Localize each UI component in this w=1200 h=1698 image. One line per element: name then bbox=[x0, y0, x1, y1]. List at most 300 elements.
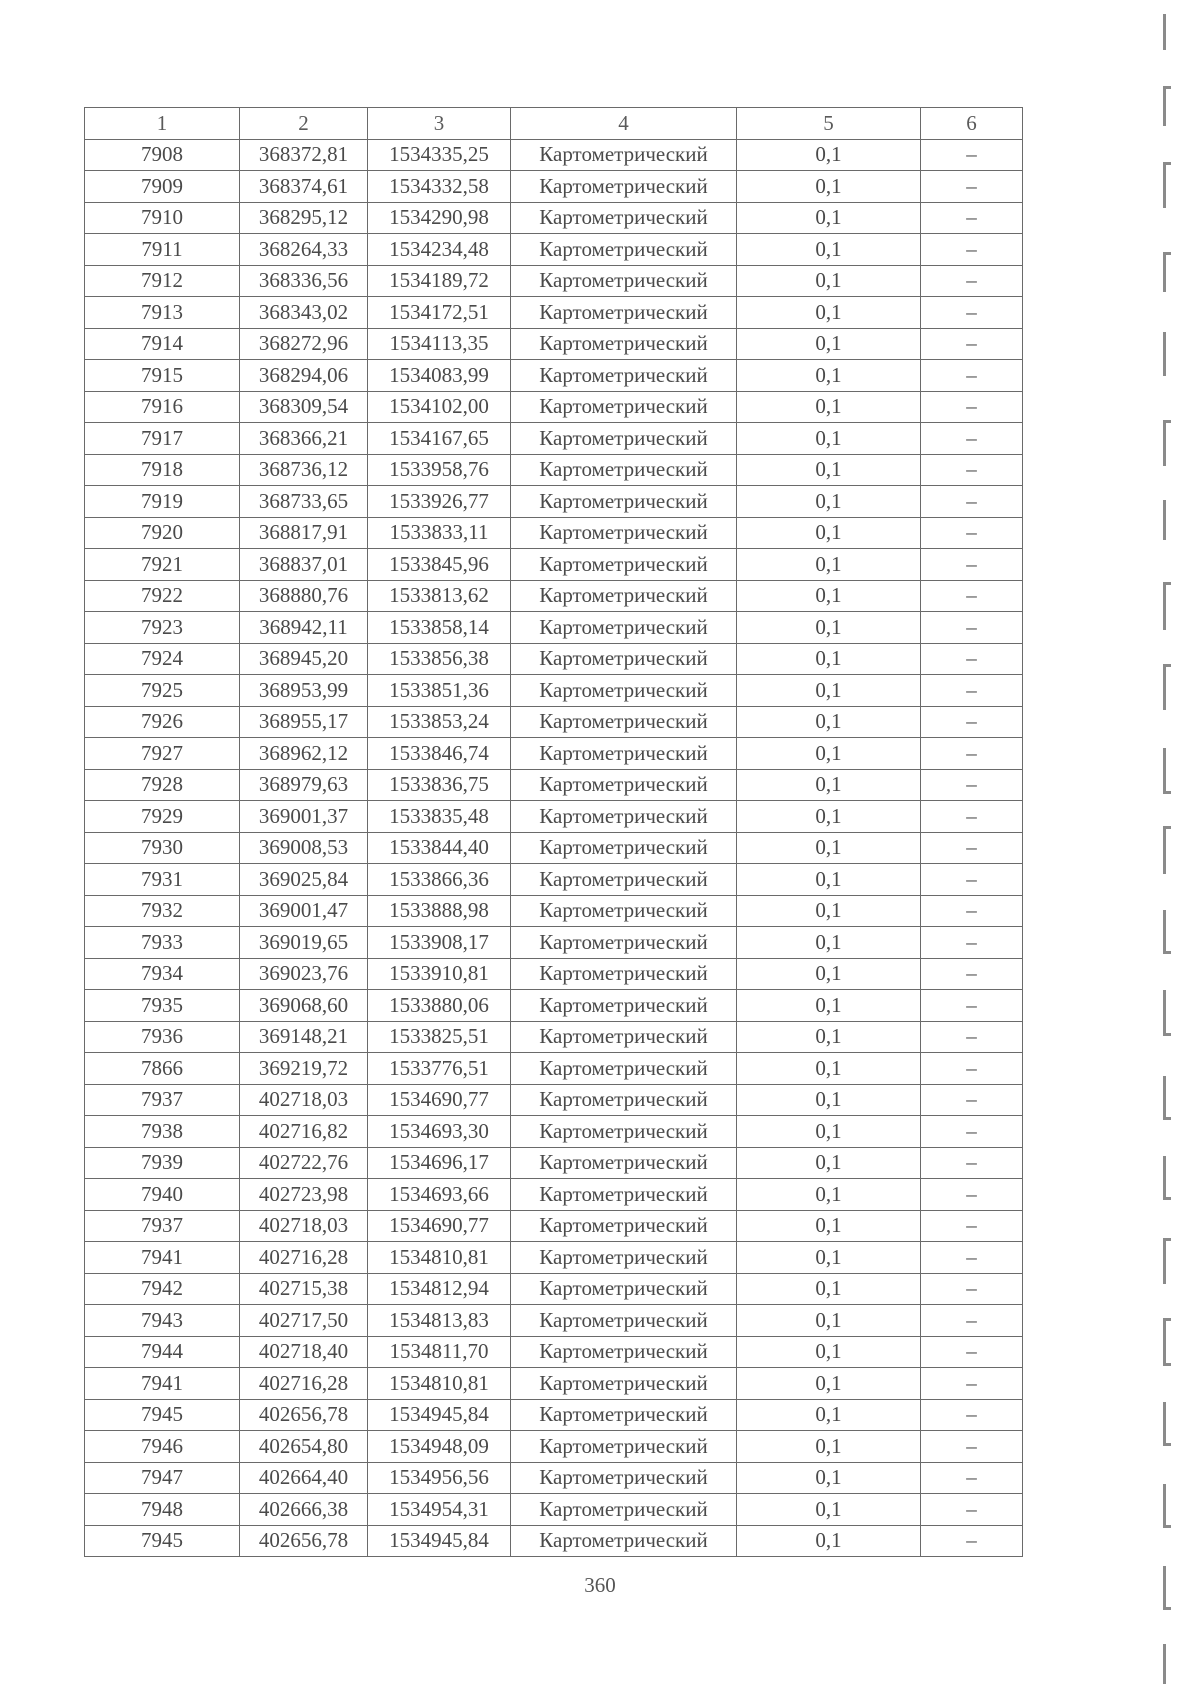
table-cell-col-2: 402716,28 bbox=[240, 1242, 368, 1274]
table-row bbox=[85, 1147, 1023, 1179]
table-cell-col-3: 1534956,56 bbox=[368, 1462, 511, 1494]
table-cell-col-4: Картометрический bbox=[511, 895, 737, 927]
scan-edge-mark bbox=[1163, 162, 1166, 208]
table-cell-col-4: Картометрический bbox=[511, 549, 737, 581]
table-cell-col-3: 1534693,66 bbox=[368, 1179, 511, 1211]
table-cell-col-5: 0,1 bbox=[737, 202, 921, 234]
table-cell-col-5: 0,1 bbox=[737, 706, 921, 738]
table-cell-col-1: 7908 bbox=[85, 139, 240, 171]
table-cell-col-4: Картометрический bbox=[511, 517, 737, 549]
scan-edge-mark bbox=[1163, 1318, 1166, 1366]
table-cell-col-2: 402718,03 bbox=[240, 1210, 368, 1242]
table-cell-col-6: – bbox=[921, 801, 1023, 833]
table-cell-col-1: 7936 bbox=[85, 1021, 240, 1053]
table-cell-col-3: 1534954,31 bbox=[368, 1494, 511, 1526]
table-cell-col-6: – bbox=[921, 1179, 1023, 1211]
table-cell-col-1: 7943 bbox=[85, 1305, 240, 1337]
table-cell-col-1: 7929 bbox=[85, 801, 240, 833]
table-row bbox=[85, 1462, 1023, 1494]
table-cell-col-3: 1534811,70 bbox=[368, 1336, 511, 1368]
table-cell-col-4: Картометрический bbox=[511, 864, 737, 896]
table-cell-col-6: – bbox=[921, 580, 1023, 612]
table-cell-col-3: 1534189,72 bbox=[368, 265, 511, 297]
table-cell-col-3: 1533858,14 bbox=[368, 612, 511, 644]
table-row bbox=[85, 297, 1023, 329]
table-cell-col-4: Картометрический bbox=[511, 801, 737, 833]
table-cell-col-2: 368955,17 bbox=[240, 706, 368, 738]
table-cell-col-6: – bbox=[921, 517, 1023, 549]
table-row bbox=[85, 1053, 1023, 1085]
table-cell-col-4: Картометрический bbox=[511, 1084, 737, 1116]
table-cell-col-1: 7939 bbox=[85, 1147, 240, 1179]
table-cell-col-3: 1533833,11 bbox=[368, 517, 511, 549]
table-cell-col-2: 402717,50 bbox=[240, 1305, 368, 1337]
table-cell-col-1: 7934 bbox=[85, 958, 240, 990]
table-cell-col-3: 1533888,98 bbox=[368, 895, 511, 927]
table-cell-col-5: 0,1 bbox=[737, 265, 921, 297]
table-cell-col-6: – bbox=[921, 454, 1023, 486]
table-row bbox=[85, 1021, 1023, 1053]
table-row bbox=[85, 612, 1023, 644]
table-cell-col-6: – bbox=[921, 832, 1023, 864]
table-row bbox=[85, 391, 1023, 423]
table-cell-col-6: – bbox=[921, 927, 1023, 959]
table-cell-col-1: 7941 bbox=[85, 1368, 240, 1400]
table-cell-col-2: 402716,28 bbox=[240, 1368, 368, 1400]
table-cell-col-6: – bbox=[921, 265, 1023, 297]
table-cell-col-2: 368733,65 bbox=[240, 486, 368, 518]
header-cell-5: 5 bbox=[737, 108, 921, 140]
scan-edge-mark bbox=[1163, 748, 1166, 794]
table-cell-col-4: Картометрический bbox=[511, 486, 737, 518]
table-cell-col-6: – bbox=[921, 1084, 1023, 1116]
table-row bbox=[85, 1336, 1023, 1368]
table-cell-col-1: 7911 bbox=[85, 234, 240, 266]
table-cell-col-3: 1534290,98 bbox=[368, 202, 511, 234]
table-cell-col-1: 7946 bbox=[85, 1431, 240, 1463]
header-cell-3: 3 bbox=[368, 108, 511, 140]
table-cell-col-1: 7917 bbox=[85, 423, 240, 455]
table-cell-col-5: 0,1 bbox=[737, 832, 921, 864]
table-cell-col-5: 0,1 bbox=[737, 1242, 921, 1274]
table-cell-col-6: – bbox=[921, 643, 1023, 675]
table-row bbox=[85, 1368, 1023, 1400]
table-cell-col-3: 1534172,51 bbox=[368, 297, 511, 329]
scan-edge-mark bbox=[1163, 14, 1166, 50]
table-cell-col-6: – bbox=[921, 1116, 1023, 1148]
table-cell-col-5: 0,1 bbox=[737, 580, 921, 612]
table-cell-col-5: 0,1 bbox=[737, 1305, 921, 1337]
table-cell-col-6: – bbox=[921, 297, 1023, 329]
table-cell-col-1: 7940 bbox=[85, 1179, 240, 1211]
table-cell-col-2: 368945,20 bbox=[240, 643, 368, 675]
table-cell-col-5: 0,1 bbox=[737, 423, 921, 455]
table-cell-col-4: Картометрический bbox=[511, 171, 737, 203]
table-cell-col-2: 368837,01 bbox=[240, 549, 368, 581]
table-cell-col-3: 1534113,35 bbox=[368, 328, 511, 360]
table-cell-col-3: 1534690,77 bbox=[368, 1210, 511, 1242]
scan-edge-mark bbox=[1163, 332, 1166, 376]
table-cell-col-4: Картометрический bbox=[511, 643, 737, 675]
table-cell-col-2: 402718,40 bbox=[240, 1336, 368, 1368]
table-cell-col-3: 1533880,06 bbox=[368, 990, 511, 1022]
header-cell-2: 2 bbox=[240, 108, 368, 140]
table-cell-col-3: 1533908,17 bbox=[368, 927, 511, 959]
table-cell-col-5: 0,1 bbox=[737, 1147, 921, 1179]
table-cell-col-6: – bbox=[921, 549, 1023, 581]
table-cell-col-3: 1533846,74 bbox=[368, 738, 511, 770]
table-cell-col-6: – bbox=[921, 1525, 1023, 1557]
header-cell-1: 1 bbox=[85, 108, 240, 140]
table-row bbox=[85, 1399, 1023, 1431]
table-cell-col-1: 7920 bbox=[85, 517, 240, 549]
table-row bbox=[85, 864, 1023, 896]
table-cell-col-2: 369219,72 bbox=[240, 1053, 368, 1085]
table-cell-col-5: 0,1 bbox=[737, 864, 921, 896]
table-cell-col-5: 0,1 bbox=[737, 643, 921, 675]
scan-edge-mark bbox=[1163, 910, 1166, 954]
table-cell-col-1: 7912 bbox=[85, 265, 240, 297]
table-cell-col-2: 369025,84 bbox=[240, 864, 368, 896]
table-cell-col-2: 368953,99 bbox=[240, 675, 368, 707]
table-cell-col-5: 0,1 bbox=[737, 1368, 921, 1400]
table-cell-col-6: – bbox=[921, 1462, 1023, 1494]
table-cell-col-5: 0,1 bbox=[737, 895, 921, 927]
table-cell-col-3: 1533910,81 bbox=[368, 958, 511, 990]
table-cell-col-3: 1534945,84 bbox=[368, 1399, 511, 1431]
table-row bbox=[85, 738, 1023, 770]
scan-edge-mark bbox=[1163, 1566, 1166, 1610]
table-cell-col-3: 1533835,48 bbox=[368, 801, 511, 833]
table-cell-col-4: Картометрический bbox=[511, 675, 737, 707]
table-cell-col-2: 368272,96 bbox=[240, 328, 368, 360]
table-cell-col-5: 0,1 bbox=[737, 1431, 921, 1463]
table-cell-col-6: – bbox=[921, 391, 1023, 423]
table-cell-col-5: 0,1 bbox=[737, 139, 921, 171]
table-cell-col-5: 0,1 bbox=[737, 675, 921, 707]
table-cell-col-6: – bbox=[921, 1305, 1023, 1337]
scan-edge-mark bbox=[1163, 990, 1166, 1036]
table-cell-col-3: 1534696,17 bbox=[368, 1147, 511, 1179]
table-cell-col-2: 402716,82 bbox=[240, 1116, 368, 1148]
table-row bbox=[85, 1431, 1023, 1463]
table-cell-col-1: 7935 bbox=[85, 990, 240, 1022]
table-cell-col-1: 7913 bbox=[85, 297, 240, 329]
table-cell-col-6: – bbox=[921, 738, 1023, 770]
table-cell-col-2: 369008,53 bbox=[240, 832, 368, 864]
table-cell-col-1: 7921 bbox=[85, 549, 240, 581]
scan-edge-mark bbox=[1163, 1644, 1166, 1684]
table-cell-col-3: 1533776,51 bbox=[368, 1053, 511, 1085]
table-cell-col-4: Картометрический bbox=[511, 769, 737, 801]
table-cell-col-1: 7926 bbox=[85, 706, 240, 738]
table-row bbox=[85, 1179, 1023, 1211]
table-cell-col-4: Картометрический bbox=[511, 1525, 737, 1557]
table-row bbox=[85, 202, 1023, 234]
table-cell-col-6: – bbox=[921, 202, 1023, 234]
table-cell-col-4: Картометрический bbox=[511, 328, 737, 360]
table-row bbox=[85, 1210, 1023, 1242]
scan-edge-mark bbox=[1163, 1402, 1166, 1446]
table-cell-col-2: 402656,78 bbox=[240, 1399, 368, 1431]
table-row bbox=[85, 990, 1023, 1022]
table-cell-col-6: – bbox=[921, 675, 1023, 707]
table-cell-col-2: 402722,76 bbox=[240, 1147, 368, 1179]
table-row bbox=[85, 454, 1023, 486]
table-cell-col-4: Картометрический bbox=[511, 423, 737, 455]
table-cell-col-2: 368294,06 bbox=[240, 360, 368, 392]
table-cell-col-5: 0,1 bbox=[737, 1399, 921, 1431]
header-cell-4: 4 bbox=[511, 108, 737, 140]
table-cell-col-2: 402715,38 bbox=[240, 1273, 368, 1305]
table-cell-col-4: Картометрический bbox=[511, 1242, 737, 1274]
scan-edge-mark bbox=[1163, 1238, 1166, 1284]
table-cell-col-4: Картометрический bbox=[511, 265, 737, 297]
table-cell-col-2: 368942,11 bbox=[240, 612, 368, 644]
table-row bbox=[85, 1273, 1023, 1305]
scan-edge-mark bbox=[1163, 664, 1166, 710]
table-cell-col-4: Картометрический bbox=[511, 738, 737, 770]
table-cell-col-5: 0,1 bbox=[737, 1336, 921, 1368]
table-cell-col-6: – bbox=[921, 1021, 1023, 1053]
table-cell-col-2: 368372,81 bbox=[240, 139, 368, 171]
table-cell-col-5: 0,1 bbox=[737, 549, 921, 581]
table-cell-col-6: – bbox=[921, 1147, 1023, 1179]
table-cell-col-6: – bbox=[921, 1431, 1023, 1463]
table-cell-col-1: 7925 bbox=[85, 675, 240, 707]
table-row bbox=[85, 927, 1023, 959]
table-cell-col-5: 0,1 bbox=[737, 958, 921, 990]
table-cell-col-1: 7945 bbox=[85, 1399, 240, 1431]
table-cell-col-5: 0,1 bbox=[737, 486, 921, 518]
table-cell-col-5: 0,1 bbox=[737, 297, 921, 329]
table-cell-col-1: 7938 bbox=[85, 1116, 240, 1148]
table-cell-col-2: 369068,60 bbox=[240, 990, 368, 1022]
table-cell-col-3: 1533856,38 bbox=[368, 643, 511, 675]
table-cell-col-4: Картометрический bbox=[511, 1147, 737, 1179]
table-cell-col-2: 402656,78 bbox=[240, 1525, 368, 1557]
table-cell-col-4: Картометрический bbox=[511, 580, 737, 612]
scan-edge-mark bbox=[1163, 252, 1166, 292]
table-cell-col-1: 7931 bbox=[85, 864, 240, 896]
table-cell-col-6: – bbox=[921, 1053, 1023, 1085]
table-cell-col-6: – bbox=[921, 612, 1023, 644]
table-cell-col-4: Картометрический bbox=[511, 202, 737, 234]
table-cell-col-3: 1534234,48 bbox=[368, 234, 511, 266]
table-cell-col-1: 7927 bbox=[85, 738, 240, 770]
table-cell-col-4: Картометрический bbox=[511, 139, 737, 171]
table-cell-col-2: 368366,21 bbox=[240, 423, 368, 455]
table-cell-col-3: 1534335,25 bbox=[368, 139, 511, 171]
table-cell-col-4: Картометрический bbox=[511, 1462, 737, 1494]
table-cell-col-5: 0,1 bbox=[737, 1179, 921, 1211]
table-cell-col-2: 368264,33 bbox=[240, 234, 368, 266]
table-cell-col-1: 7933 bbox=[85, 927, 240, 959]
table-cell-col-6: – bbox=[921, 423, 1023, 455]
table-cell-col-5: 0,1 bbox=[737, 1494, 921, 1526]
table-cell-col-5: 0,1 bbox=[737, 517, 921, 549]
table-cell-col-2: 402666,38 bbox=[240, 1494, 368, 1526]
table-cell-col-3: 1533853,24 bbox=[368, 706, 511, 738]
table-cell-col-5: 0,1 bbox=[737, 927, 921, 959]
table-cell-col-3: 1534812,94 bbox=[368, 1273, 511, 1305]
table-row bbox=[85, 423, 1023, 455]
table-cell-col-1: 7914 bbox=[85, 328, 240, 360]
table-cell-col-3: 1534693,30 bbox=[368, 1116, 511, 1148]
table-cell-col-6: – bbox=[921, 360, 1023, 392]
table-cell-col-2: 368979,63 bbox=[240, 769, 368, 801]
table-cell-col-3: 1534690,77 bbox=[368, 1084, 511, 1116]
table-cell-col-6: – bbox=[921, 328, 1023, 360]
table-cell-col-3: 1533845,96 bbox=[368, 549, 511, 581]
table-cell-col-4: Картометрический bbox=[511, 832, 737, 864]
table-cell-col-2: 402654,80 bbox=[240, 1431, 368, 1463]
table-cell-col-3: 1533851,36 bbox=[368, 675, 511, 707]
table-cell-col-3: 1534810,81 bbox=[368, 1242, 511, 1274]
table-cell-col-2: 368309,54 bbox=[240, 391, 368, 423]
table-cell-col-2: 402723,98 bbox=[240, 1179, 368, 1211]
table-cell-col-3: 1534810,81 bbox=[368, 1368, 511, 1400]
table-row bbox=[85, 1116, 1023, 1148]
table-cell-col-1: 7924 bbox=[85, 643, 240, 675]
table-cell-col-1: 7937 bbox=[85, 1210, 240, 1242]
table-cell-col-5: 0,1 bbox=[737, 391, 921, 423]
table-cell-col-1: 7919 bbox=[85, 486, 240, 518]
table-cell-col-5: 0,1 bbox=[737, 1021, 921, 1053]
table-cell-col-4: Картометрический bbox=[511, 454, 737, 486]
table-cell-col-6: – bbox=[921, 139, 1023, 171]
table-cell-col-2: 402664,40 bbox=[240, 1462, 368, 1494]
table-cell-col-5: 0,1 bbox=[737, 801, 921, 833]
table-row bbox=[85, 171, 1023, 203]
table-cell-col-1: 7916 bbox=[85, 391, 240, 423]
table-row bbox=[85, 580, 1023, 612]
table-cell-col-6: – bbox=[921, 864, 1023, 896]
table-cell-col-6: – bbox=[921, 1368, 1023, 1400]
table-row bbox=[85, 1242, 1023, 1274]
table-cell-col-4: Картометрический bbox=[511, 234, 737, 266]
table-cell-col-2: 368962,12 bbox=[240, 738, 368, 770]
table-cell-col-5: 0,1 bbox=[737, 1084, 921, 1116]
table-cell-col-4: Картометрический bbox=[511, 1210, 737, 1242]
table-cell-col-1: 7945 bbox=[85, 1525, 240, 1557]
table-cell-col-5: 0,1 bbox=[737, 1273, 921, 1305]
table-cell-col-3: 1534813,83 bbox=[368, 1305, 511, 1337]
header-cell-6: 6 bbox=[921, 108, 1023, 140]
table-cell-col-5: 0,1 bbox=[737, 454, 921, 486]
table-cell-col-4: Картометрический bbox=[511, 391, 737, 423]
table-cell-col-5: 0,1 bbox=[737, 1053, 921, 1085]
table-cell-col-6: – bbox=[921, 1273, 1023, 1305]
table-cell-col-6: – bbox=[921, 486, 1023, 518]
table-cell-col-3: 1534083,99 bbox=[368, 360, 511, 392]
table-row bbox=[85, 139, 1023, 171]
table-cell-col-5: 0,1 bbox=[737, 1462, 921, 1494]
table-cell-col-4: Картометрический bbox=[511, 297, 737, 329]
table-cell-col-4: Картометрический bbox=[511, 360, 737, 392]
table-row bbox=[85, 706, 1023, 738]
table-cell-col-2: 368817,91 bbox=[240, 517, 368, 549]
table-row bbox=[85, 1525, 1023, 1557]
table-cell-col-5: 0,1 bbox=[737, 990, 921, 1022]
table-row bbox=[85, 265, 1023, 297]
table-row bbox=[85, 1305, 1023, 1337]
table-cell-col-3: 1534948,09 bbox=[368, 1431, 511, 1463]
table-cell-col-5: 0,1 bbox=[737, 1525, 921, 1557]
table-cell-col-1: 7922 bbox=[85, 580, 240, 612]
table-row bbox=[85, 234, 1023, 266]
scan-edge-mark bbox=[1163, 1156, 1166, 1200]
table-cell-col-2: 368880,76 bbox=[240, 580, 368, 612]
table-cell-col-4: Картометрический bbox=[511, 612, 737, 644]
scan-edge-mark bbox=[1163, 86, 1166, 126]
scan-edge-mark bbox=[1163, 1484, 1166, 1528]
table-cell-col-3: 1534167,65 bbox=[368, 423, 511, 455]
table-cell-col-4: Картометрический bbox=[511, 958, 737, 990]
table-cell-col-6: – bbox=[921, 895, 1023, 927]
table-cell-col-1: 7948 bbox=[85, 1494, 240, 1526]
table-cell-col-4: Картометрический bbox=[511, 1053, 737, 1085]
table-cell-col-3: 1534945,84 bbox=[368, 1525, 511, 1557]
table-cell-col-4: Картометрический bbox=[511, 1368, 737, 1400]
table-cell-col-2: 369001,37 bbox=[240, 801, 368, 833]
table-cell-col-6: – bbox=[921, 234, 1023, 266]
table-cell-col-3: 1534102,00 bbox=[368, 391, 511, 423]
table-cell-col-4: Картометрический bbox=[511, 1305, 737, 1337]
table-cell-col-4: Картометрический bbox=[511, 1021, 737, 1053]
table-cell-col-6: – bbox=[921, 706, 1023, 738]
table-cell-col-1: 7944 bbox=[85, 1336, 240, 1368]
table-cell-col-1: 7915 bbox=[85, 360, 240, 392]
scan-edge-mark bbox=[1163, 582, 1166, 630]
table-row bbox=[85, 895, 1023, 927]
table-cell-col-1: 7942 bbox=[85, 1273, 240, 1305]
table-cell-col-1: 7937 bbox=[85, 1084, 240, 1116]
table-cell-col-6: – bbox=[921, 769, 1023, 801]
table-cell-col-2: 369001,47 bbox=[240, 895, 368, 927]
table-cell-col-5: 0,1 bbox=[737, 1116, 921, 1148]
table-cell-col-5: 0,1 bbox=[737, 738, 921, 770]
table-cell-col-1: 7866 bbox=[85, 1053, 240, 1085]
table-cell-col-1: 7930 bbox=[85, 832, 240, 864]
scan-edge-mark bbox=[1163, 1076, 1166, 1120]
table-row bbox=[85, 328, 1023, 360]
table-cell-col-1: 7932 bbox=[85, 895, 240, 927]
table-header bbox=[85, 108, 1023, 140]
table-row bbox=[85, 549, 1023, 581]
table-cell-col-1: 7923 bbox=[85, 612, 240, 644]
table-row bbox=[85, 1494, 1023, 1526]
table-cell-col-6: – bbox=[921, 171, 1023, 203]
table-cell-col-3: 1533836,75 bbox=[368, 769, 511, 801]
table-cell-col-6: – bbox=[921, 1210, 1023, 1242]
table-cell-col-6: – bbox=[921, 1399, 1023, 1431]
table-cell-col-3: 1533926,77 bbox=[368, 486, 511, 518]
table-cell-col-5: 0,1 bbox=[737, 328, 921, 360]
table-cell-col-3: 1533844,40 bbox=[368, 832, 511, 864]
table-row bbox=[85, 486, 1023, 518]
table-row bbox=[85, 801, 1023, 833]
table-cell-col-6: – bbox=[921, 958, 1023, 990]
table-row bbox=[85, 958, 1023, 990]
table-cell-col-5: 0,1 bbox=[737, 612, 921, 644]
table-cell-col-1: 7918 bbox=[85, 454, 240, 486]
table-cell-col-4: Картометрический bbox=[511, 927, 737, 959]
table-cell-col-1: 7910 bbox=[85, 202, 240, 234]
table-cell-col-2: 368336,56 bbox=[240, 265, 368, 297]
table-cell-col-4: Картометрический bbox=[511, 1116, 737, 1148]
table-cell-col-2: 369148,21 bbox=[240, 1021, 368, 1053]
